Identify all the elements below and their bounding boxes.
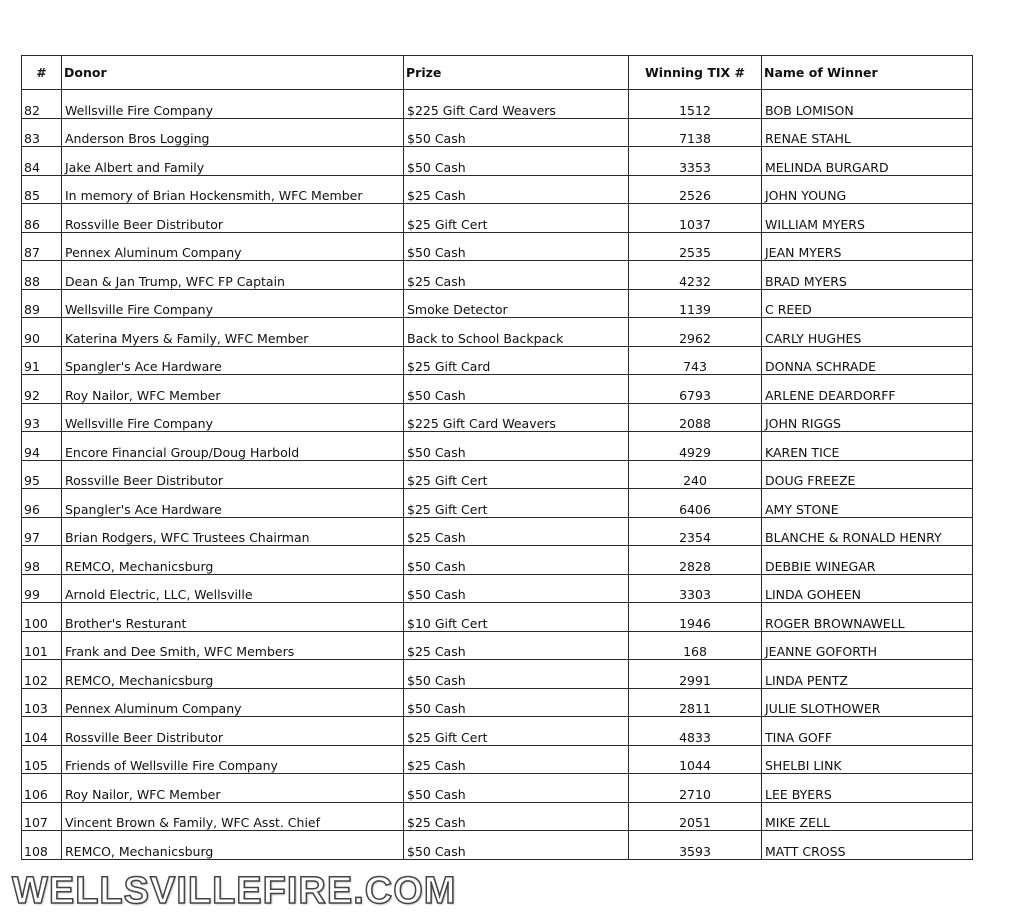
winning-ticket-cell: 6406 [629,489,762,518]
prize-cell: $50 Cash [404,574,629,603]
winning-ticket-cell: 3353 [629,147,762,176]
table-row [22,660,973,689]
prize-cell: Back to School Backpack [404,318,629,347]
prize-cell: $25 Cash [404,261,629,290]
winning-ticket-cell: 3593 [629,831,762,860]
donor-cell: Wellsville Fire Company [62,90,404,119]
table-row [22,717,973,746]
table-row [22,375,973,404]
winner-name-cell: WILLIAM MYERS [762,204,973,233]
table-row [22,147,973,176]
winning-ticket-cell: 2811 [629,688,762,717]
winning-ticket-cell: 168 [629,631,762,660]
donor-cell: Rossville Beer Distributor [62,460,404,489]
winner-name-cell: ROGER BROWNAWELL [762,603,973,632]
winning-ticket-cell: 2710 [629,774,762,803]
row-number: 104 [22,717,62,746]
winner-name-cell: LEE BYERS [762,774,973,803]
row-number: 103 [22,688,62,717]
raffle-results-table-wrapper [21,55,972,860]
prize-cell: $50 Cash [404,147,629,176]
prize-cell: $10 Gift Cert [404,603,629,632]
winning-ticket-cell: 4929 [629,432,762,461]
row-number: 84 [22,147,62,176]
donor-cell: Spangler's Ace Hardware [62,346,404,375]
table-row [22,118,973,147]
donor-cell: Jake Albert and Family [62,147,404,176]
donor-cell: Pennex Aluminum Company [62,232,404,261]
row-number: 105 [22,745,62,774]
table-row [22,289,973,318]
winner-name-cell: DEBBIE WINEGAR [762,546,973,575]
prize-cell: $50 Cash [404,432,629,461]
table-row [22,403,973,432]
winning-ticket-cell: 2962 [629,318,762,347]
prize-cell: $25 Gift Cert [404,489,629,518]
row-number: 101 [22,631,62,660]
table-row [22,318,973,347]
row-number: 85 [22,175,62,204]
winning-ticket-cell: 4232 [629,261,762,290]
donor-cell: Rossville Beer Distributor [62,717,404,746]
table-row [22,489,973,518]
donor-cell: Arnold Electric, LLC, Wellsville [62,574,404,603]
winner-name-cell: LINDA GOHEEN [762,574,973,603]
winner-name-cell: SHELBI LINK [762,745,973,774]
table-row [22,261,973,290]
donor-cell: REMCO, Mechanicsburg [62,546,404,575]
prize-cell: $25 Cash [404,517,629,546]
prize-cell: $25 Cash [404,631,629,660]
table-row [22,432,973,461]
header-donor: Donor [62,56,404,90]
table-body [22,90,973,860]
donor-cell: Wellsville Fire Company [62,403,404,432]
row-number: 96 [22,489,62,518]
row-number: 108 [22,831,62,860]
row-number: 99 [22,574,62,603]
header-number: # [22,56,62,90]
row-number: 92 [22,375,62,404]
prize-cell: $225 Gift Card Weavers [404,403,629,432]
prize-cell: $50 Cash [404,546,629,575]
donor-cell: REMCO, Mechanicsburg [62,660,404,689]
row-number: 106 [22,774,62,803]
header-winner-name: Name of Winner [762,56,973,90]
prize-cell: $50 Cash [404,232,629,261]
winner-name-cell: MIKE ZELL [762,802,973,831]
winning-ticket-cell: 1037 [629,204,762,233]
winning-ticket-cell: 2354 [629,517,762,546]
winning-ticket-cell: 3303 [629,574,762,603]
table-row [22,774,973,803]
winning-ticket-cell: 1044 [629,745,762,774]
row-number: 94 [22,432,62,461]
donor-cell: Rossville Beer Distributor [62,204,404,233]
donor-cell: Roy Nailor, WFC Member [62,375,404,404]
donor-cell: Brian Rodgers, WFC Trustees Chairman [62,517,404,546]
header-winning-ticket: Winning TIX # [629,56,762,90]
table-row [22,232,973,261]
winner-name-cell: LINDA PENTZ [762,660,973,689]
winner-name-cell: JULIE SLOTHOWER [762,688,973,717]
winner-name-cell: BRAD MYERS [762,261,973,290]
winning-ticket-cell: 240 [629,460,762,489]
winner-name-cell: C REED [762,289,973,318]
winner-name-cell: JOHN RIGGS [762,403,973,432]
table-header-row [22,56,973,90]
table-row [22,90,973,119]
winning-ticket-cell: 2051 [629,802,762,831]
donor-cell: Anderson Bros Logging [62,118,404,147]
prize-cell: $50 Cash [404,660,629,689]
table-row [22,802,973,831]
donor-cell: Dean & Jan Trump, WFC FP Captain [62,261,404,290]
winning-ticket-cell: 1139 [629,289,762,318]
winner-name-cell: KAREN TICE [762,432,973,461]
winner-name-cell: MATT CROSS [762,831,973,860]
donor-cell: Katerina Myers & Family, WFC Member [62,318,404,347]
winning-ticket-cell: 743 [629,346,762,375]
table-row [22,204,973,233]
donor-cell: Frank and Dee Smith, WFC Members [62,631,404,660]
prize-cell: $50 Cash [404,688,629,717]
winner-name-cell: DONNA SCHRADE [762,346,973,375]
row-number: 98 [22,546,62,575]
winner-name-cell: TINA GOFF [762,717,973,746]
winning-ticket-cell: 2828 [629,546,762,575]
donor-cell: Encore Financial Group/Doug Harbold [62,432,404,461]
donor-cell: REMCO, Mechanicsburg [62,831,404,860]
prize-cell: $25 Gift Cert [404,460,629,489]
winner-name-cell: JEAN MYERS [762,232,973,261]
winning-ticket-cell: 4833 [629,717,762,746]
prize-cell: $25 Gift Cert [404,204,629,233]
table-row [22,603,973,632]
prize-cell: $225 Gift Card Weavers [404,90,629,119]
table-row [22,688,973,717]
row-number: 91 [22,346,62,375]
table-row [22,460,973,489]
winner-name-cell: RENAE STAHL [762,118,973,147]
winner-name-cell: ARLENE DEARDORFF [762,375,973,404]
header-prize: Prize [404,56,629,90]
row-number: 83 [22,118,62,147]
donor-cell: Wellsville Fire Company [62,289,404,318]
prize-cell: $50 Cash [404,375,629,404]
winning-ticket-cell: 2088 [629,403,762,432]
prize-cell: $50 Cash [404,831,629,860]
winning-ticket-cell: 1512 [629,90,762,119]
winner-name-cell: BLANCHE & RONALD HENRY [762,517,973,546]
row-number: 95 [22,460,62,489]
table-row [22,546,973,575]
winner-name-cell: JOHN YOUNG [762,175,973,204]
row-number: 89 [22,289,62,318]
winner-name-cell: JEANNE GOFORTH [762,631,973,660]
prize-cell: $50 Cash [404,118,629,147]
prize-cell: $25 Cash [404,802,629,831]
table-row [22,175,973,204]
row-number: 97 [22,517,62,546]
table-row [22,831,973,860]
row-number: 90 [22,318,62,347]
winner-name-cell: BOB LOMISON [762,90,973,119]
donor-cell: Friends of Wellsville Fire Company [62,745,404,774]
prize-cell: $25 Cash [404,745,629,774]
winning-ticket-cell: 2526 [629,175,762,204]
winning-ticket-cell: 1946 [629,603,762,632]
table-row [22,745,973,774]
winner-name-cell: DOUG FREEZE [762,460,973,489]
table-row [22,631,973,660]
donor-cell: Roy Nailor, WFC Member [62,774,404,803]
winning-ticket-cell: 2991 [629,660,762,689]
row-number: 88 [22,261,62,290]
prize-cell: $50 Cash [404,774,629,803]
winner-name-cell: MELINDA BURGARD [762,147,973,176]
row-number: 102 [22,660,62,689]
row-number: 87 [22,232,62,261]
table-row [22,346,973,375]
row-number: 107 [22,802,62,831]
winner-name-cell: CARLY HUGHES [762,318,973,347]
row-number: 100 [22,603,62,632]
row-number: 93 [22,403,62,432]
table-row [22,574,973,603]
winning-ticket-cell: 7138 [629,118,762,147]
donor-cell: Brother's Resturant [62,603,404,632]
winner-name-cell: AMY STONE [762,489,973,518]
prize-cell: $25 Gift Card [404,346,629,375]
winning-ticket-cell: 6793 [629,375,762,404]
row-number: 86 [22,204,62,233]
donor-cell: Spangler's Ace Hardware [62,489,404,518]
donor-cell: In memory of Brian Hockensmith, WFC Member [62,175,404,204]
site-watermark: WELLSVILLEFIRE.COM [12,870,457,912]
prize-cell: Smoke Detector [404,289,629,318]
donor-cell: Vincent Brown & Family, WFC Asst. Chief [62,802,404,831]
row-number: 82 [22,90,62,119]
prize-cell: $25 Cash [404,175,629,204]
donor-cell: Pennex Aluminum Company [62,688,404,717]
winning-ticket-cell: 2535 [629,232,762,261]
prize-cell: $25 Gift Cert [404,717,629,746]
raffle-results-table [21,55,973,860]
table-row [22,517,973,546]
